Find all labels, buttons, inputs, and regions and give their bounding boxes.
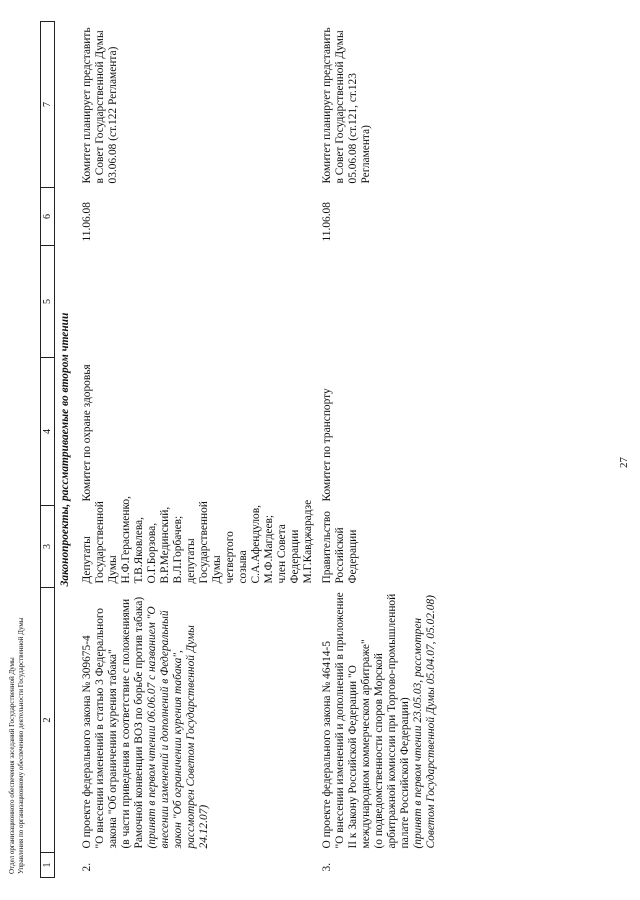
initiator-line: Государственной [198,501,210,584]
committee-cell: Комитет по транспорту [321,388,333,502]
bill-status: (принят в первом чтении 06.06.07 с названием "О внесении изменений и дополнений в Федеральный закон "Об ограничении курения табака", рассмотрен Советом Государственной Думы 24.12.07) [146,606,210,849]
initiator-line: Государственной [94,501,106,584]
header-cell: 4 [41,358,55,506]
committee-cell: Комитет по охране здоровья [81,364,93,502]
initiator-cell [78,496,318,588]
bill-subject: "О внесении изменений и дополнений в приложение II к Закону Российской Федерации "О международном коммерческом арбитраже" [334,592,372,849]
footer-line: Управления по организационному обеспечению деятельности Государственной Думы [17,617,25,874]
row-number: 3. [321,862,333,872]
header-cell: 5 [41,246,55,358]
header-cell: 6 [41,188,55,246]
initiator-line: В.Л.Горбачев; [172,515,184,584]
header-cell: 2 [41,588,55,853]
page-number: 27 [618,457,630,468]
bill-title: О проекте федерального закона № 46414-5 [321,641,333,849]
date-cell: 11.06.08 [321,202,333,242]
bill-title: О проекте федерального закона № 309675-4 [81,635,93,849]
initiator-line: М.Г.Кавджарадзе [302,499,314,584]
initiator-line: Федерации [289,529,301,584]
plan-cell: Комитет планирует представить в Совет Государственной Думы 05.06.08 (ст.121, ст.123 Регламента) [321,27,372,184]
header-cell: 3 [41,506,55,588]
bill-description [318,588,441,853]
initiator-line: Думы [107,555,119,584]
agenda-table [40,21,441,878]
initiator-line: М.Ф.Магдеев; [263,514,275,584]
initiator-line: член Совета [276,524,288,584]
bill-note: (о подведомственности споров Морской арбитражной комиссии при Торгово-промышленной палате Российской Федерации) [373,593,411,849]
date-cell: 11.06.08 [81,202,93,242]
initiator-cell [318,506,441,588]
section-title: Законопроекты, рассматриваемые во втором чтении [59,312,71,587]
col5-cell [78,246,318,358]
table-row [318,22,441,878]
header-cell: 7 [41,22,55,188]
header-row [41,22,55,878]
bill-description [78,588,318,853]
col5-cell [318,246,441,358]
row-number: 2. [81,862,93,872]
initiator-line: депутаты [185,538,197,584]
initiator-line: Правительство [321,511,333,584]
initiator-line: С.А.Афендулов, [250,505,262,584]
initiator-line: Т.В.Яковлева, [133,517,145,584]
bill-note: (в части приведения в соответствие с положениями Рамочной конвенции ВОЗ по борьбе против табака) [120,596,145,849]
bill-status: (принят в первом чтении 23.05.03, рассмотрен Советом Государственной Думы 05.04.07, 05.02.08) [412,595,437,849]
initiator-line: Думы [211,555,223,584]
footer [8,618,26,874]
table-row [78,22,318,878]
bill-subject: "О внесении изменений в статью 3 Федерального закона "Об ограничении курения табака" [94,608,119,849]
plan-cell: Комитет планирует представить в Совет Государственной Думы 03.06.08 (ст.122 Регламента) [81,27,119,184]
header-cell: 1 [41,853,55,878]
initiator-line: четвертого созыва [224,531,249,584]
initiator-line: Депутаты [81,536,93,584]
initiator-line: О.Г.Борзова, [146,522,158,584]
initiator-line: Федерации [347,529,359,584]
footer-line: Отдел организационного обеспечения заседаний Государственной Думы [8,657,16,874]
initiator-line: Н.Ф.Герасименко, [120,496,132,584]
initiator-line: Российской [334,527,346,584]
initiator-line: В.Р.Мединский, [159,506,171,584]
